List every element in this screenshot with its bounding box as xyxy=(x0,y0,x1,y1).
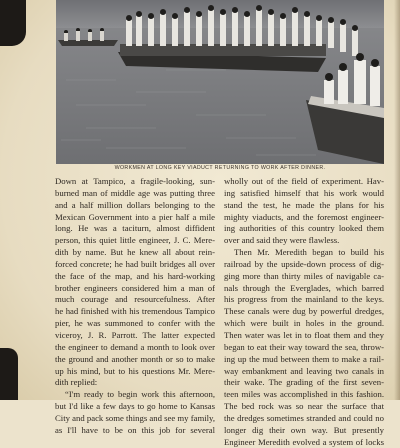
page-hole-bottom-left xyxy=(0,348,18,400)
text-line: his progress from the mainland to the keys. xyxy=(224,294,384,305)
text-line: their wake. The grading of the first seven- xyxy=(224,377,384,388)
text-line: Mexican Government into a pier half a mile xyxy=(55,211,215,222)
text-line: way embankment and leaving two canals in xyxy=(224,365,384,376)
text-line: began to eat their way toward the sea, throw- xyxy=(224,341,384,352)
text-line: teen miles was accomplished in this fashion. xyxy=(224,389,384,400)
text-line: burned man of middle age was putting three xyxy=(55,187,215,198)
text-line: The bed rock was so near the surface that xyxy=(224,401,384,412)
text-line: forced concrete; he had built bridges all over xyxy=(55,258,215,269)
text-line: “I'm ready to begin work this afternoon, xyxy=(65,389,215,400)
text-line: person, this quiet little engineer, J. C. Mere- xyxy=(55,235,215,246)
text-line: nals through the Everglades, which barred xyxy=(224,282,384,293)
text-line: railroad by the upside-down process of dig- xyxy=(224,258,384,269)
text-line: Down at Tampico, a fragile-looking, sun- xyxy=(55,176,215,186)
text-line: ing up the mud between them to make a rail- xyxy=(224,353,384,364)
text-line: the face of the map, and his hard-working xyxy=(55,270,215,281)
text-line: which were built in holes in the ground. xyxy=(224,318,384,329)
text-line: stand the test, he made the plans for his xyxy=(224,199,384,210)
text-line: pier, he was summoned to confer with the xyxy=(55,318,215,329)
photograph-icon xyxy=(56,0,384,164)
text-line: dith replied: xyxy=(55,377,98,388)
photograph xyxy=(56,0,384,164)
text-line: but I'd like a few days to go home to Kansas xyxy=(55,401,215,412)
text-line: longer dig their own way. But presently xyxy=(224,424,384,435)
page-hole-top-left xyxy=(0,0,26,46)
text-line: City and pack some things and see my family, xyxy=(55,412,215,423)
text-line: as I'll have to be on this job for several xyxy=(55,424,215,435)
text-line: the dredges sometimes stranded and could no xyxy=(224,412,384,423)
text-line: up his mind, but to his questions Mr. Mere- xyxy=(55,365,215,376)
text-line: and a half million dollars belonging to the xyxy=(55,199,215,210)
text-line: viceroy, J. R. Parrott. The latter expected xyxy=(55,329,215,340)
text-line: ging more than thirty miles of navigable ca- xyxy=(224,270,384,281)
page-edge xyxy=(394,0,400,400)
text-line: ing satisfied himself that his work would xyxy=(224,187,384,198)
article-column-left xyxy=(55,176,215,437)
text-line: he had finished with his tremendous Tampico xyxy=(55,306,215,317)
text-line: brother engineers considered him a man of xyxy=(55,282,215,293)
text-line: Then water was let in to float them and they xyxy=(224,329,384,340)
text-line: much courage and resourcefulness. After xyxy=(55,294,215,305)
text-line: These canals were dug by powerful dredges, xyxy=(224,306,384,317)
text-line: wholly out of the field of experiment. Hav- xyxy=(224,176,384,186)
photo-caption: WORKMEN AT LONG KEY VIADUCT RETURNING TO WORK AFTER DINNER. xyxy=(114,165,326,171)
text-line: the engineer to demand a month to look over xyxy=(55,341,215,352)
text-line: ing authorities of this country looked them xyxy=(224,223,384,234)
text-line: Engineer Meredith evolved a system of locks xyxy=(224,436,384,447)
text-line: long. He was a taciturn, almost diffident xyxy=(55,223,215,234)
text-line: over and said they were flawless. xyxy=(224,235,340,246)
text-line: Then Mr. Meredith began to build his xyxy=(234,247,384,258)
article-column-right xyxy=(224,176,384,448)
text-line: mighty viaducts, and the foremost engineer- xyxy=(224,211,384,222)
text-line: dith by name. But he knew all about rein- xyxy=(55,247,215,258)
text-line: the ground and another month or so to make xyxy=(55,353,215,364)
